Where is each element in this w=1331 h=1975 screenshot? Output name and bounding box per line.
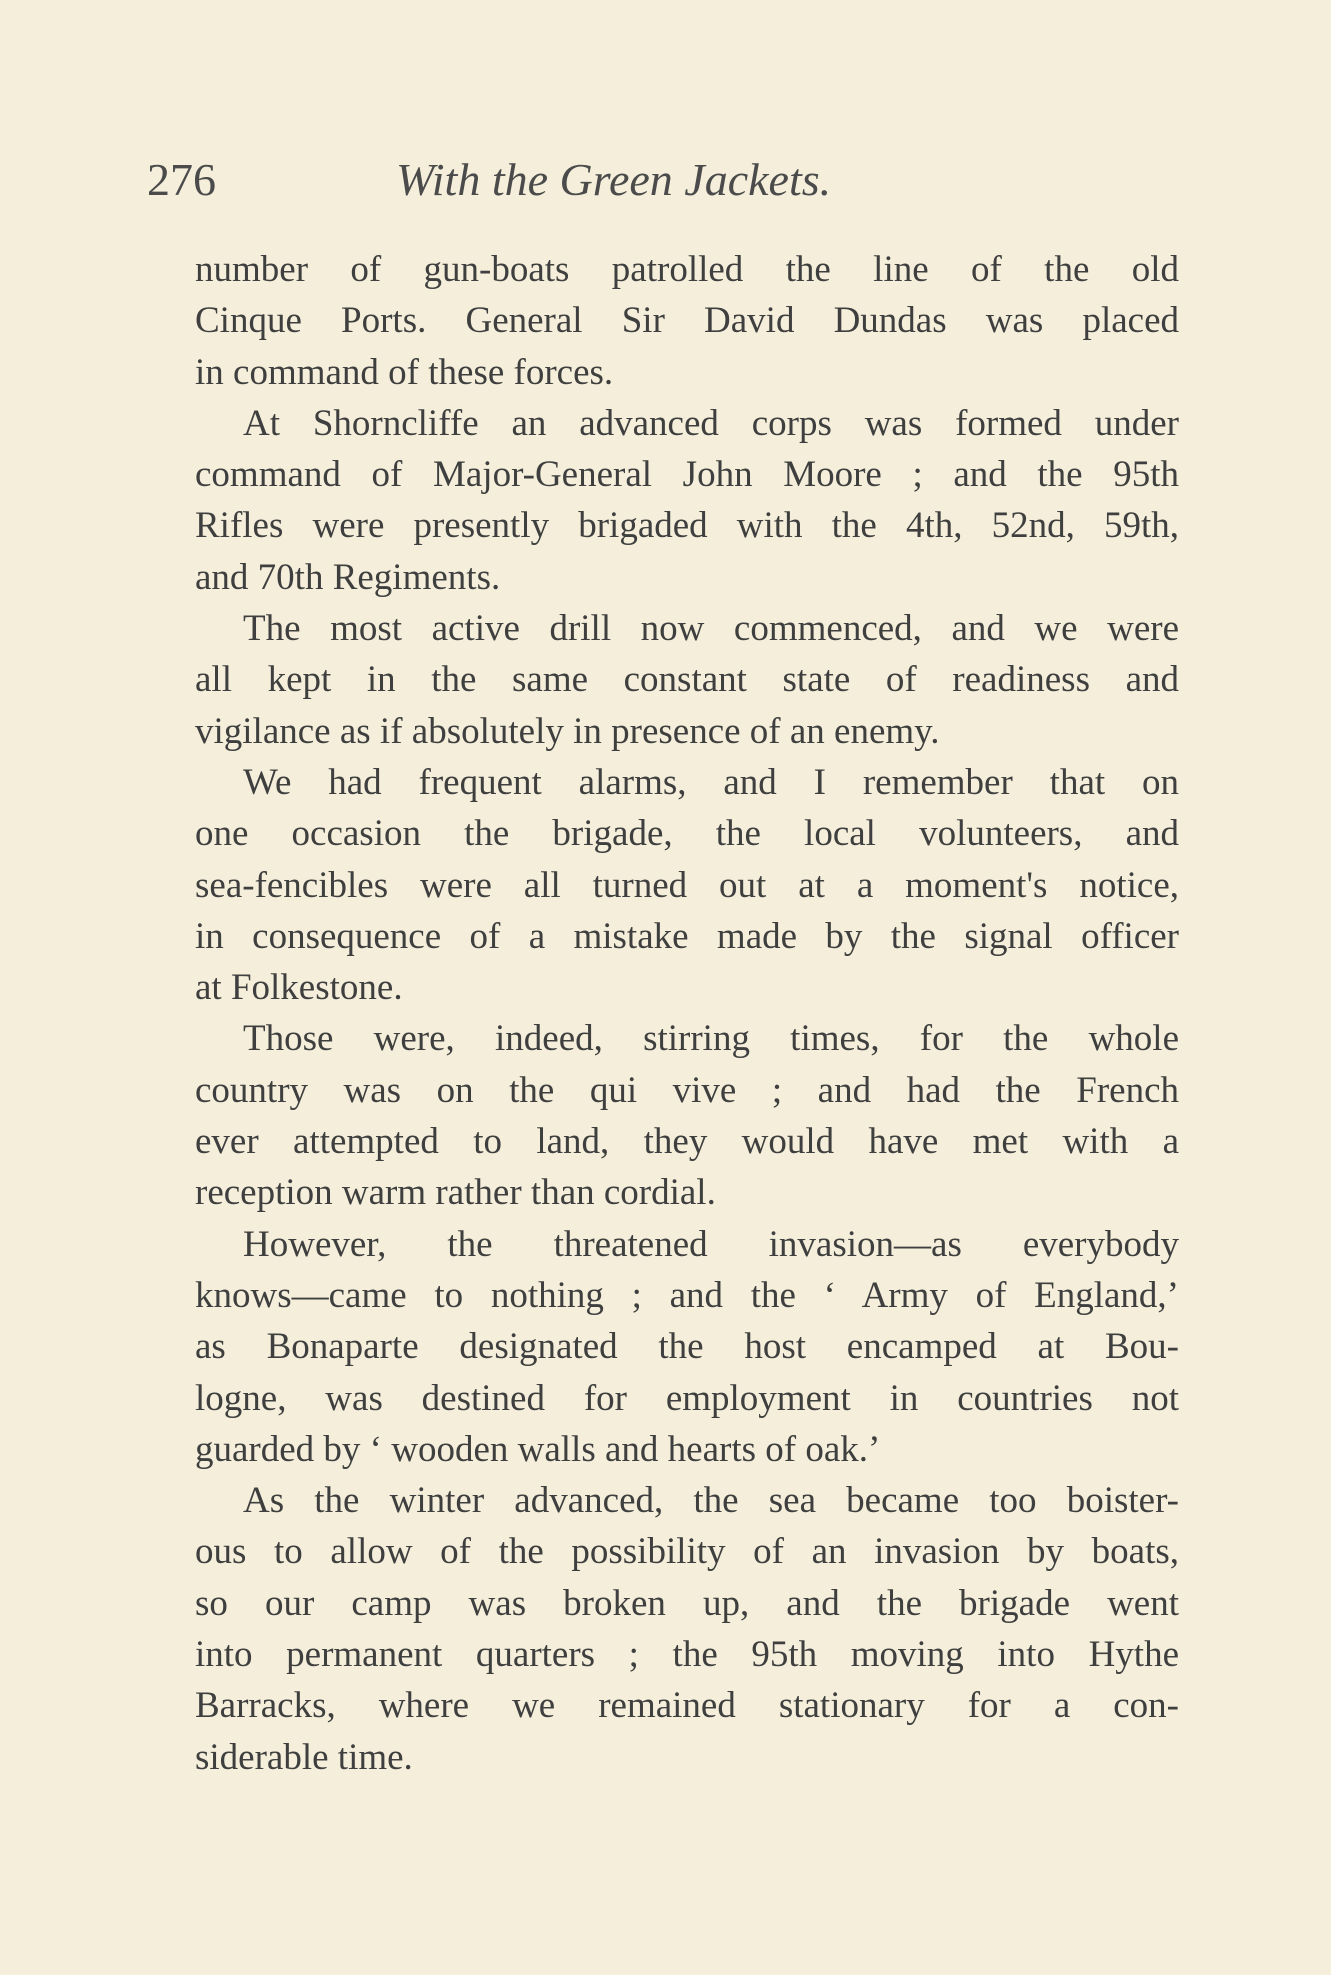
text-line: We had frequent alarms, and I remember that on: [243, 761, 1179, 803]
text-line: Those were, indeed, stirring times, for the whole: [243, 1018, 1179, 1060]
paragraph-2: [147, 398, 1179, 603]
text-line: and 70th Regiments.: [195, 556, 501, 598]
text-line: At Shorncliffe an advanced corps was formed under: [243, 402, 1179, 444]
text-line: country was on the qui vive ; and had the French: [195, 1069, 1179, 1111]
paragraph-3: [147, 603, 1179, 757]
text-line: Barracks, where we remained stationary for a con-: [195, 1685, 1179, 1727]
text-line: as Bonaparte designated the host encamped at Bou-: [195, 1326, 1179, 1368]
text-line: The most active drill now commenced, and we were: [243, 608, 1179, 650]
text-line: siderable time.: [195, 1736, 413, 1778]
text-line: number of gun-boats patrolled the line of the old: [195, 249, 1179, 290]
text-line: one occasion the brigade, the local volunteers, and: [195, 813, 1179, 855]
paragraph-6: [147, 1219, 1179, 1475]
body-text: [147, 244, 1179, 1783]
text-line: vigilance as if absolutely in presence of an enemy.: [195, 710, 940, 752]
paragraph-5: [147, 1013, 1179, 1218]
text-line: knows—came to nothing ; and the ‘ Army of England,’: [195, 1274, 1179, 1316]
text-line: logne, was destined for employment in countries not: [195, 1377, 1179, 1419]
text-line: guarded by ‘ wooden walls and hearts of oak.’: [195, 1428, 881, 1470]
text-line: all kept in the same constant state of readiness and: [195, 659, 1179, 701]
text-line: As the winter advanced, the sea became too boister-: [243, 1480, 1179, 1522]
text-line: reception warm rather than cordial.: [195, 1172, 716, 1214]
text-line: into permanent quarters ; the 95th moving into Hythe: [195, 1634, 1179, 1676]
text-line: in command of these forces.: [195, 351, 614, 393]
text-line: at Folkestone.: [195, 967, 403, 1009]
paragraph-4: [147, 757, 1179, 1013]
text-line: ever attempted to land, they would have met with a: [195, 1121, 1179, 1163]
text-line: in consequence of a mistake made by the signal officer: [195, 915, 1179, 957]
text-line: so our camp was broken up, and the brigade went: [195, 1582, 1179, 1624]
running-header: [147, 150, 1187, 210]
text-line: sea-fencibles were all turned out at a moment's notice,: [195, 864, 1179, 906]
text-line: Cinque Ports. General Sir David Dundas was placed: [195, 300, 1179, 342]
running-title: With the Green Jackets.: [396, 154, 832, 205]
page-number: 276: [147, 154, 216, 205]
text-line: However, the threatened invasion—as everybody: [243, 1223, 1179, 1265]
text-line: ous to allow of the possibility of an invasion by boats,: [195, 1531, 1179, 1573]
paragraph-1: [147, 244, 1179, 398]
paragraph-7: [147, 1475, 1179, 1783]
text-line: Rifles were presently brigaded with the 4th, 52nd, 59th,: [195, 505, 1179, 547]
text-line: command of Major-General John Moore ; and the 95th: [195, 454, 1179, 496]
